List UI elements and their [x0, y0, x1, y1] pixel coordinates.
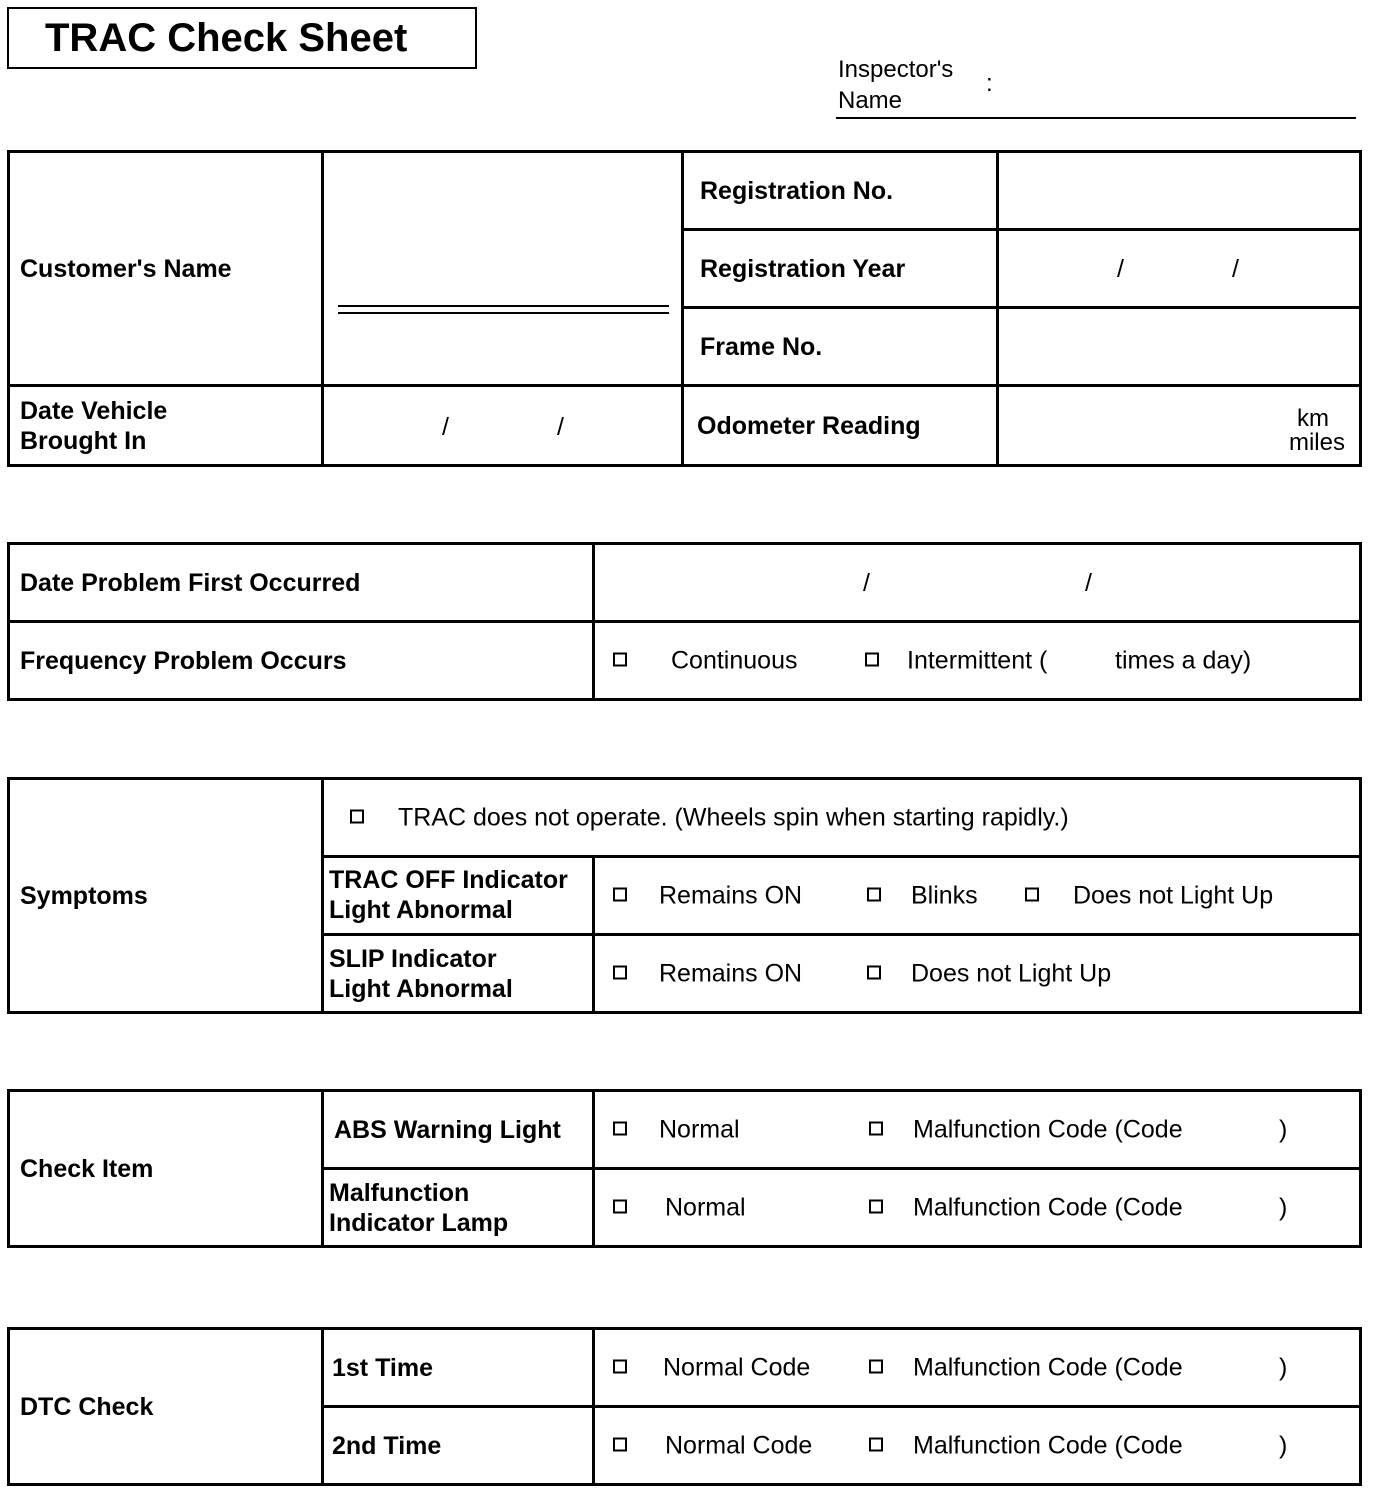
slip-not-light-label: Does not Light Up — [911, 959, 1112, 987]
trac-off-not-light-option[interactable] — [1025, 881, 1039, 910]
second-close-paren: ) — [1279, 1431, 1288, 1459]
inspector-name-label: Inspector's Name — [838, 56, 954, 114]
registration-no-field[interactable] — [998, 152, 1361, 230]
trac-off-not-light-checkbox[interactable] — [1025, 887, 1039, 901]
trac-not-operate-option[interactable] — [350, 803, 364, 832]
symptoms-label: Symptoms — [9, 779, 323, 1013]
first-time-label: 1st Time — [323, 1329, 594, 1407]
abs-warning-light-label: ABS Warning Light — [323, 1091, 594, 1169]
mil-normal-checkbox[interactable] — [613, 1199, 627, 1213]
frame-no-label: Frame No. — [683, 308, 998, 386]
mil-normal-option[interactable] — [613, 1193, 627, 1222]
trac-off-remains-on-checkbox[interactable] — [613, 887, 627, 901]
intermittent-checkbox[interactable] — [865, 652, 879, 666]
registration-year-label: Registration Year — [683, 230, 998, 308]
customer-name-label: Customer's Name — [9, 152, 323, 386]
abs-normal-checkbox[interactable] — [613, 1121, 627, 1135]
abs-malfunction-option[interactable] — [869, 1115, 883, 1144]
customer-name-field[interactable] — [323, 152, 683, 386]
trac-off-remains-on-option[interactable] — [613, 881, 627, 910]
intermittent-option[interactable] — [865, 646, 879, 675]
inspector-name-field[interactable] — [836, 117, 1356, 119]
date-slash: / — [1117, 255, 1124, 283]
slip-indicator-label: SLIP Indicator Light Abnormal — [323, 935, 594, 1013]
odometer-unit-miles: miles — [1288, 429, 1345, 456]
dtc-check-table — [7, 1327, 1362, 1486]
second-normal-code-checkbox[interactable] — [613, 1437, 627, 1451]
first-normal-code-checkbox[interactable] — [613, 1359, 627, 1373]
second-malfunction-label: Malfunction Code (Code — [913, 1431, 1183, 1459]
odometer-field[interactable] — [998, 386, 1361, 466]
registration-no-label: Registration No. — [683, 152, 998, 230]
page-title: TRAC Check Sheet — [7, 7, 477, 69]
abs-malfunction-checkbox[interactable] — [869, 1121, 883, 1135]
frequency-label: Frequency Problem Occurs — [9, 622, 594, 700]
customer-name-double-line — [338, 305, 669, 314]
trac-off-blinks-label: Blinks — [911, 881, 978, 909]
continuous-checkbox[interactable] — [613, 652, 627, 666]
second-time-label: 2nd Time — [323, 1407, 594, 1485]
dtc-check-label: DTC Check — [9, 1329, 323, 1485]
continuous-option[interactable] — [613, 646, 627, 675]
vehicle-info-table — [7, 150, 1362, 467]
first-time-options — [594, 1329, 1361, 1407]
abs-options — [594, 1091, 1361, 1169]
slip-not-light-checkbox[interactable] — [867, 965, 881, 979]
frequency-options — [594, 622, 1361, 700]
abs-close-paren: ) — [1279, 1115, 1288, 1143]
first-close-paren: ) — [1279, 1353, 1288, 1381]
mil-label: Malfunction Indicator Lamp — [323, 1169, 594, 1247]
first-normal-code-option[interactable] — [613, 1353, 627, 1382]
first-malfunction-option[interactable] — [869, 1353, 883, 1382]
trac-off-options — [594, 857, 1361, 935]
date-slash: / — [1232, 255, 1239, 283]
inspector-colon: : — [986, 70, 993, 97]
slip-not-light-option[interactable] — [867, 959, 881, 988]
registration-year-field[interactable] — [998, 230, 1361, 308]
mil-options — [594, 1169, 1361, 1247]
continuous-label: Continuous — [671, 646, 798, 674]
first-malfunction-checkbox[interactable] — [869, 1359, 883, 1373]
frame-no-field[interactable] — [998, 308, 1361, 386]
mil-close-paren: ) — [1279, 1193, 1288, 1221]
trac-not-operate-label: TRAC does not operate. (Wheels spin when starting rapidly.) — [398, 803, 1069, 831]
odometer-unit-km: km — [1297, 405, 1329, 432]
second-normal-code-label: Normal Code — [665, 1431, 813, 1459]
odometer-label: Odometer Reading — [683, 386, 998, 466]
date-slash: / — [863, 569, 870, 597]
abs-normal-option[interactable] — [613, 1115, 627, 1144]
times-a-day-label: times a day) — [1115, 646, 1252, 674]
abs-malfunction-label: Malfunction Code (Code — [913, 1115, 1183, 1143]
second-malfunction-option[interactable] — [869, 1431, 883, 1460]
trac-off-not-light-label: Does not Light Up — [1073, 881, 1274, 909]
mil-malfunction-checkbox[interactable] — [869, 1199, 883, 1213]
trac-not-operate-checkbox[interactable] — [350, 809, 364, 823]
date-first-occurred-label: Date Problem First Occurred — [9, 544, 594, 622]
first-malfunction-label: Malfunction Code (Code — [913, 1353, 1183, 1381]
date-brought-in-label: Date Vehicle Brought In — [9, 386, 323, 466]
second-time-options — [594, 1407, 1361, 1485]
date-slash: / — [1085, 569, 1092, 597]
date-first-occurred-field[interactable] — [594, 544, 1361, 622]
mil-malfunction-option[interactable] — [869, 1193, 883, 1222]
trac-off-blinks-checkbox[interactable] — [867, 887, 881, 901]
symptoms-table — [7, 777, 1362, 1014]
slip-remains-on-option[interactable] — [613, 959, 627, 988]
date-slash: / — [557, 413, 564, 441]
second-normal-code-option[interactable] — [613, 1431, 627, 1460]
check-item-label: Check Item — [9, 1091, 323, 1247]
intermittent-label: Intermittent ( — [907, 646, 1048, 674]
trac-off-remains-on-label: Remains ON — [659, 881, 803, 909]
date-brought-in-field[interactable] — [323, 386, 683, 466]
slip-remains-on-label: Remains ON — [659, 959, 803, 987]
trac-off-indicator-label: TRAC OFF Indicator Light Abnormal — [323, 857, 594, 935]
second-malfunction-checkbox[interactable] — [869, 1437, 883, 1451]
trac-off-blinks-option[interactable] — [867, 881, 881, 910]
trac-not-operate-row — [323, 779, 1361, 857]
abs-normal-label: Normal — [659, 1115, 740, 1143]
problem-table — [7, 542, 1362, 701]
slip-remains-on-checkbox[interactable] — [613, 965, 627, 979]
slip-options — [594, 935, 1361, 1013]
check-item-table — [7, 1089, 1362, 1248]
mil-malfunction-label: Malfunction Code (Code — [913, 1193, 1183, 1221]
mil-normal-label: Normal — [665, 1193, 746, 1221]
date-slash: / — [442, 413, 449, 441]
first-normal-code-label: Normal Code — [663, 1353, 811, 1381]
